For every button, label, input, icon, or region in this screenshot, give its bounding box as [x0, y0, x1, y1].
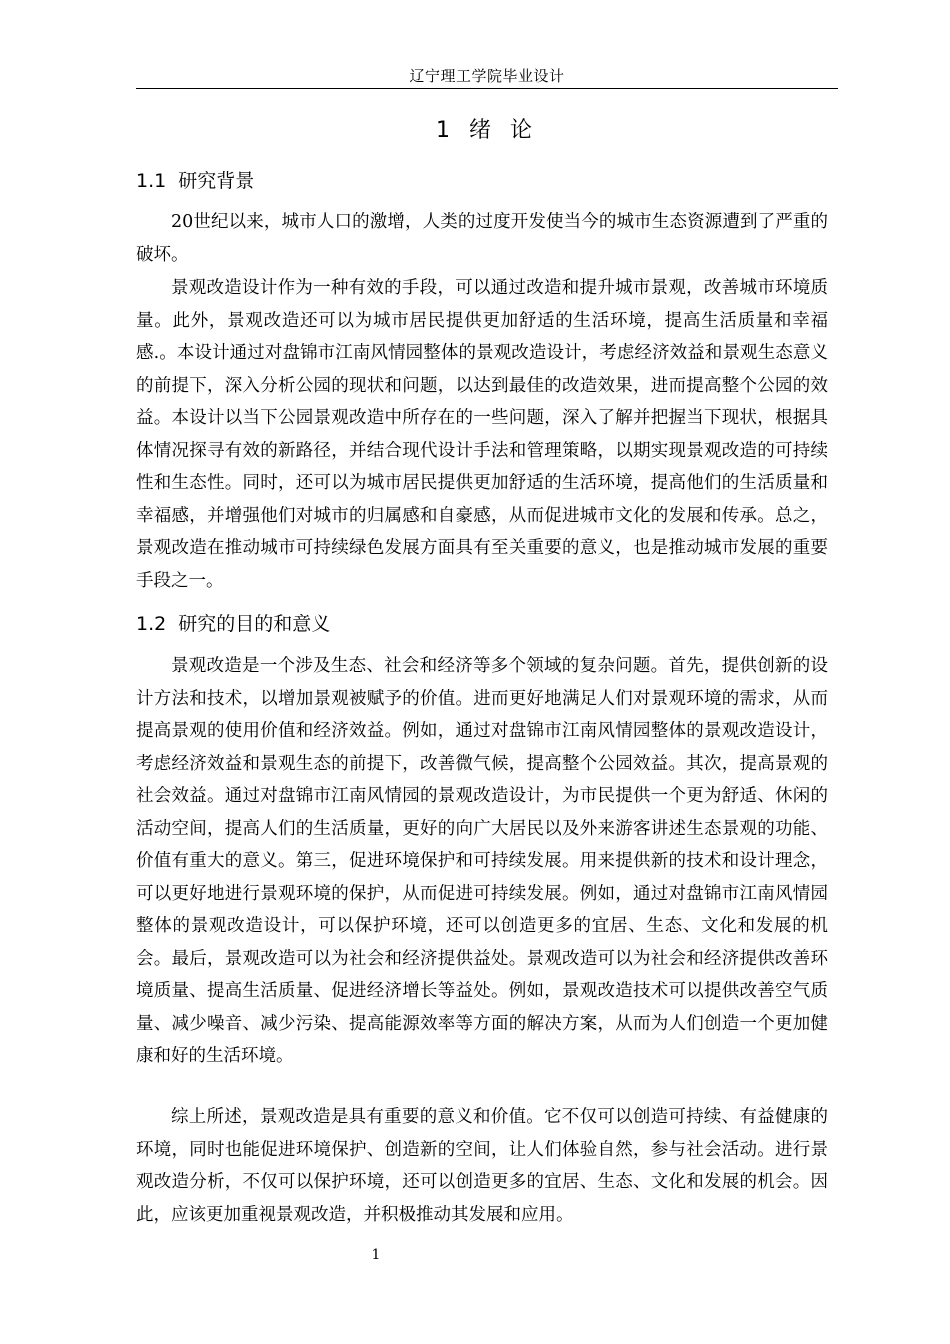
- header-divider: [136, 88, 838, 89]
- page-header: 辽宁理工学院毕业设计: [409, 67, 565, 85]
- section-number: 1.1: [136, 170, 167, 192]
- chapter-title: 1 绪 论: [436, 118, 538, 143]
- paragraph: 景观改造是一个涉及生态、社会和经济等多个领域的复杂问题。首先，提供创新的设计方法和技术，以增加景观被赋予的价值。进而更好地满足人们对景观环境的需求，从而提高景观的使用价值和经济效益。例如，通过对盘锦市江南风情园整体的景观改造设计，考虑经济效益和景观生态的前提下，改善微气候，提高整个公园效益。其次，提高景观的社会效益。通过对盘锦市江南风情园的景观改造设计，为市民提供一个更为舒适、休闲的活动空间，提高人们的生活质量，更好的向广大居民以及外来游客讲述生态景观的功能、价值有重大的意义。第三，促进环境保护和可持续发展。用来提供新的技术和设计理念，可以更好地进行景观环境的保护，从而促进可持续发展。例如，通过对盘锦市江南风情园整体的景观改造设计，可以保护环境，还可以创造更多的宜居、生态、文化和发展的机会。最后，景观改造可以为社会和经济提供益处。景观改造可以为社会和经济提供改善环境质量、提高生活质量、促进经济增长等益处。例如，景观改造技术可以提供改善空气质量、减少噪音、减少污染、提高能源效率等方面的解决方案，从而为人们创造一个更加健康和好的生活环境。: [136, 656, 828, 1066]
- section-title-text: 研究的目的和意义: [178, 613, 331, 635]
- paragraph: 20世纪以来，城市人口的激增，人类的过度开发使当今的城市生态资源遭到了严重的破坏。: [136, 212, 828, 265]
- paragraph: 综上所述，景观改造是具有重要的意义和价值。它不仅可以创造可持续、有益健康的环境，同时也能促进环境保护、创造新的空间，让人们体验自然，参与社会活动。进行景观改造分析，不仅可以保护环境，还可以创造更多的宜居、生态、文化和发展的机会。因此，应该更加重视景观改造，并积极推动其发展和应用。: [136, 1107, 828, 1225]
- section-title-text: 研究背景: [178, 170, 255, 192]
- section-heading-1-2: [136, 611, 838, 637]
- section-heading-1-1: [136, 168, 838, 194]
- paragraph: 景观改造设计作为一种有效的手段，可以通过改造和提升城市景观，改善城市环境质量。此外，景观改造还可以为城市居民提供更加舒适的生活环境，提高生活质量和幸福感.。本设计通过对盘锦市江南风情园整体的景观改造设计，考虑经济效益和景观生态意义的前提下，深入分析公园的现状和问题，以达到最佳的改造效果，进而提高整个公园的效益。本设计以当下公园景观改造中所存在的一些问题，深入了解并把握当下现状，根据具体情况探寻有效的新路径，并结合现代设计手法和管理策略，以期实现景观改造的可持续性和生态性。同时，还可以为城市居民提供更加舒适的生活环境，提高他们的生活质量和幸福感，并增强他们对城市的归属感和自豪感，从而促进城市文化的发展和传承。总之，景观改造在推动城市可持续绿色发展方面具有至关重要的意义，也是推动城市发展的重要手段之一。: [136, 278, 828, 591]
- page-number: 1: [371, 1247, 381, 1263]
- section-number: 1.2: [136, 613, 167, 635]
